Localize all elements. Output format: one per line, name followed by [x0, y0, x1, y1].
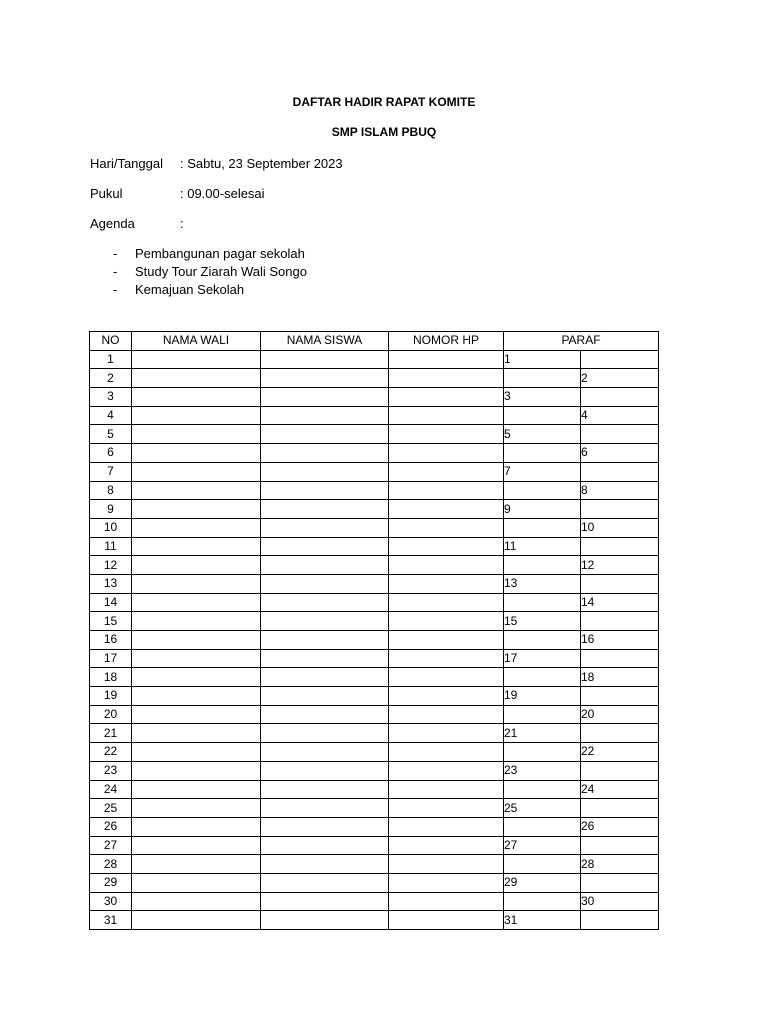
agenda-item — [113, 263, 307, 281]
cell-paraf-right — [581, 574, 659, 593]
cell-nama-wali — [132, 462, 261, 481]
cell-nomor-hp — [389, 612, 504, 631]
table-row — [90, 836, 659, 855]
bullet-dash: - — [113, 264, 118, 279]
cell-nomor-hp — [389, 574, 504, 593]
info-row-agenda — [90, 216, 184, 231]
cell-paraf-right: 28 — [581, 855, 659, 874]
cell-paraf-left — [504, 518, 581, 537]
cell-no: 27 — [90, 836, 132, 855]
cell-no: 23 — [90, 761, 132, 780]
table-row — [90, 406, 659, 425]
cell-nomor-hp — [389, 799, 504, 818]
header-nama-wali: NAMA WALI — [132, 332, 261, 351]
cell-paraf-left — [504, 668, 581, 687]
cell-no: 24 — [90, 780, 132, 799]
cell-nama-siswa — [261, 911, 389, 930]
cell-no: 9 — [90, 500, 132, 519]
info-row-time — [90, 186, 265, 201]
cell-nama-wali — [132, 836, 261, 855]
cell-paraf-right — [581, 500, 659, 519]
cell-nomor-hp — [389, 836, 504, 855]
cell-nama-siswa — [261, 687, 389, 706]
cell-paraf-left: 11 — [504, 537, 581, 556]
cell-no: 17 — [90, 649, 132, 668]
cell-nama-wali — [132, 593, 261, 612]
cell-nomor-hp — [389, 892, 504, 911]
cell-paraf-right: 30 — [581, 892, 659, 911]
cell-nomor-hp — [389, 911, 504, 930]
cell-nomor-hp — [389, 481, 504, 500]
cell-paraf-right — [581, 873, 659, 892]
cell-no: 8 — [90, 481, 132, 500]
cell-paraf-right: 26 — [581, 817, 659, 836]
cell-nama-wali — [132, 518, 261, 537]
cell-nama-wali — [132, 388, 261, 407]
cell-no: 31 — [90, 911, 132, 930]
cell-nama-siswa — [261, 705, 389, 724]
cell-paraf-left — [504, 743, 581, 762]
cell-no: 30 — [90, 892, 132, 911]
cell-nama-wali — [132, 724, 261, 743]
cell-paraf-left: 19 — [504, 687, 581, 706]
cell-nomor-hp — [389, 500, 504, 519]
table-row — [90, 631, 659, 650]
table-row — [90, 649, 659, 668]
cell-paraf-right: 2 — [581, 369, 659, 388]
cell-nama-wali — [132, 911, 261, 930]
agenda-list — [113, 245, 307, 299]
cell-paraf-right — [581, 462, 659, 481]
cell-paraf-right: 4 — [581, 406, 659, 425]
cell-nama-siswa — [261, 799, 389, 818]
cell-no: 15 — [90, 612, 132, 631]
cell-paraf-right: 6 — [581, 444, 659, 463]
cell-nama-siswa — [261, 556, 389, 575]
cell-paraf-left: 29 — [504, 873, 581, 892]
cell-paraf-right — [581, 761, 659, 780]
cell-paraf-right: 14 — [581, 593, 659, 612]
table-row — [90, 799, 659, 818]
cell-nomor-hp — [389, 518, 504, 537]
cell-paraf-right — [581, 911, 659, 930]
table-row — [90, 369, 659, 388]
cell-nama-siswa — [261, 855, 389, 874]
cell-nomor-hp — [389, 817, 504, 836]
cell-no: 29 — [90, 873, 132, 892]
cell-paraf-left: 1 — [504, 350, 581, 369]
cell-paraf-left — [504, 631, 581, 650]
cell-nama-siswa — [261, 518, 389, 537]
cell-nomor-hp — [389, 444, 504, 463]
cell-nomor-hp — [389, 873, 504, 892]
agenda-text: Pembangunan pagar sekolah — [135, 246, 305, 261]
cell-paraf-right — [581, 687, 659, 706]
cell-nomor-hp — [389, 388, 504, 407]
cell-paraf-left: 21 — [504, 724, 581, 743]
cell-paraf-left: 7 — [504, 462, 581, 481]
cell-paraf-left: 27 — [504, 836, 581, 855]
cell-paraf-left: 17 — [504, 649, 581, 668]
cell-nama-siswa — [261, 481, 389, 500]
table-row — [90, 444, 659, 463]
cell-nomor-hp — [389, 724, 504, 743]
info-row-date — [90, 156, 343, 171]
header-paraf: PARAF — [504, 332, 659, 351]
cell-no: 3 — [90, 388, 132, 407]
attendance-table — [89, 331, 659, 930]
table-row — [90, 425, 659, 444]
cell-paraf-left: 31 — [504, 911, 581, 930]
cell-nama-wali — [132, 855, 261, 874]
bullet-dash: - — [113, 282, 118, 297]
table-row — [90, 574, 659, 593]
cell-nama-wali — [132, 500, 261, 519]
cell-nama-wali — [132, 743, 261, 762]
cell-paraf-right: 12 — [581, 556, 659, 575]
cell-nomor-hp — [389, 537, 504, 556]
cell-nomor-hp — [389, 780, 504, 799]
table-row — [90, 892, 659, 911]
cell-paraf-left — [504, 593, 581, 612]
table-row — [90, 743, 659, 762]
cell-no: 7 — [90, 462, 132, 481]
cell-nama-wali — [132, 444, 261, 463]
cell-nama-wali — [132, 631, 261, 650]
cell-paraf-right: 10 — [581, 518, 659, 537]
header-no: NO — [90, 332, 132, 351]
cell-paraf-left — [504, 481, 581, 500]
cell-paraf-left: 5 — [504, 425, 581, 444]
cell-nomor-hp — [389, 649, 504, 668]
cell-no: 13 — [90, 574, 132, 593]
cell-nama-siswa — [261, 462, 389, 481]
cell-paraf-right — [581, 350, 659, 369]
cell-no: 21 — [90, 724, 132, 743]
cell-paraf-left — [504, 556, 581, 575]
cell-nama-siswa — [261, 668, 389, 687]
cell-nama-siswa — [261, 817, 389, 836]
cell-paraf-right: 22 — [581, 743, 659, 762]
table-row — [90, 761, 659, 780]
cell-nama-wali — [132, 406, 261, 425]
cell-paraf-left: 25 — [504, 799, 581, 818]
cell-nama-siswa — [261, 444, 389, 463]
cell-nama-wali — [132, 687, 261, 706]
cell-no: 22 — [90, 743, 132, 762]
cell-paraf-right — [581, 612, 659, 631]
cell-nama-siswa — [261, 612, 389, 631]
cell-no: 28 — [90, 855, 132, 874]
cell-nama-wali — [132, 612, 261, 631]
cell-paraf-right — [581, 425, 659, 444]
cell-nama-wali — [132, 369, 261, 388]
cell-nomor-hp — [389, 350, 504, 369]
table-row — [90, 462, 659, 481]
cell-no: 4 — [90, 406, 132, 425]
cell-nomor-hp — [389, 687, 504, 706]
cell-nama-wali — [132, 873, 261, 892]
table-row — [90, 350, 659, 369]
cell-nama-siswa — [261, 350, 389, 369]
agenda-text: Kemajuan Sekolah — [135, 282, 245, 297]
cell-paraf-right — [581, 799, 659, 818]
cell-nama-wali — [132, 705, 261, 724]
cell-nama-siswa — [261, 425, 389, 444]
cell-paraf-left — [504, 705, 581, 724]
cell-nomor-hp — [389, 631, 504, 650]
cell-nomor-hp — [389, 705, 504, 724]
cell-nomor-hp — [389, 462, 504, 481]
info-value: : 09.00-selesai — [180, 186, 265, 201]
cell-nama-siswa — [261, 761, 389, 780]
cell-nama-siswa — [261, 724, 389, 743]
cell-nama-siswa — [261, 500, 389, 519]
cell-nama-siswa — [261, 743, 389, 762]
cell-paraf-left — [504, 892, 581, 911]
cell-paraf-left — [504, 855, 581, 874]
cell-paraf-right — [581, 537, 659, 556]
cell-nama-siswa — [261, 892, 389, 911]
table-row — [90, 873, 659, 892]
table-row — [90, 537, 659, 556]
cell-nama-wali — [132, 668, 261, 687]
cell-no: 25 — [90, 799, 132, 818]
cell-nama-wali — [132, 574, 261, 593]
cell-nomor-hp — [389, 593, 504, 612]
cell-no: 14 — [90, 593, 132, 612]
cell-paraf-right — [581, 388, 659, 407]
cell-nomor-hp — [389, 761, 504, 780]
cell-nama-wali — [132, 780, 261, 799]
cell-nama-siswa — [261, 873, 389, 892]
cell-no: 5 — [90, 425, 132, 444]
cell-nama-siswa — [261, 649, 389, 668]
cell-no: 20 — [90, 705, 132, 724]
cell-paraf-right: 24 — [581, 780, 659, 799]
cell-nomor-hp — [389, 425, 504, 444]
info-label: Agenda — [90, 216, 135, 231]
agenda-item — [113, 245, 307, 263]
cell-nama-siswa — [261, 537, 389, 556]
cell-nama-siswa — [261, 780, 389, 799]
cell-paraf-right: 8 — [581, 481, 659, 500]
cell-nomor-hp — [389, 369, 504, 388]
cell-paraf-left: 9 — [504, 500, 581, 519]
cell-no: 18 — [90, 668, 132, 687]
table-row — [90, 855, 659, 874]
table-row — [90, 556, 659, 575]
cell-paraf-left — [504, 817, 581, 836]
cell-paraf-right: 16 — [581, 631, 659, 650]
cell-nama-wali — [132, 481, 261, 500]
table-row — [90, 518, 659, 537]
table-row — [90, 705, 659, 724]
cell-paraf-left: 23 — [504, 761, 581, 780]
cell-nomor-hp — [389, 855, 504, 874]
cell-no: 1 — [90, 350, 132, 369]
table-row — [90, 687, 659, 706]
cell-nama-siswa — [261, 574, 389, 593]
table-row — [90, 817, 659, 836]
cell-no: 11 — [90, 537, 132, 556]
cell-paraf-left: 13 — [504, 574, 581, 593]
cell-nomor-hp — [389, 743, 504, 762]
table-row — [90, 911, 659, 930]
cell-paraf-right: 18 — [581, 668, 659, 687]
cell-nama-wali — [132, 799, 261, 818]
cell-paraf-left — [504, 369, 581, 388]
agenda-text: Study Tour Ziarah Wali Songo — [135, 264, 307, 279]
cell-paraf-left — [504, 444, 581, 463]
cell-nama-siswa — [261, 369, 389, 388]
cell-no: 16 — [90, 631, 132, 650]
table-row — [90, 612, 659, 631]
table-row — [90, 500, 659, 519]
cell-nama-wali — [132, 761, 261, 780]
cell-paraf-left — [504, 406, 581, 425]
bullet-dash: - — [113, 246, 118, 261]
cell-nama-wali — [132, 892, 261, 911]
info-value: : — [180, 216, 184, 231]
cell-no: 2 — [90, 369, 132, 388]
cell-paraf-left: 15 — [504, 612, 581, 631]
cell-nomor-hp — [389, 668, 504, 687]
cell-nama-siswa — [261, 836, 389, 855]
school-name: SMP ISLAM PBUQ — [331, 125, 437, 139]
cell-paraf-right: 20 — [581, 705, 659, 724]
table-row — [90, 388, 659, 407]
cell-nomor-hp — [389, 406, 504, 425]
cell-nama-wali — [132, 350, 261, 369]
cell-no: 19 — [90, 687, 132, 706]
cell-nama-wali — [132, 537, 261, 556]
cell-paraf-right — [581, 649, 659, 668]
cell-nama-siswa — [261, 406, 389, 425]
table-row — [90, 481, 659, 500]
cell-nama-siswa — [261, 593, 389, 612]
cell-nama-wali — [132, 556, 261, 575]
cell-paraf-right — [581, 724, 659, 743]
document-title: DAFTAR HADIR RAPAT KOMITE — [292, 95, 476, 109]
cell-nama-wali — [132, 649, 261, 668]
cell-paraf-left — [504, 780, 581, 799]
table-row — [90, 668, 659, 687]
cell-nomor-hp — [389, 556, 504, 575]
cell-nama-siswa — [261, 388, 389, 407]
cell-no: 12 — [90, 556, 132, 575]
info-label: Hari/Tanggal — [90, 156, 163, 171]
header-nomor-hp: NOMOR HP — [389, 332, 504, 351]
cell-nama-wali — [132, 425, 261, 444]
info-value: : Sabtu, 23 September 2023 — [180, 156, 343, 171]
cell-no: 6 — [90, 444, 132, 463]
cell-no: 26 — [90, 817, 132, 836]
cell-no: 10 — [90, 518, 132, 537]
cell-nama-wali — [132, 817, 261, 836]
cell-paraf-left: 3 — [504, 388, 581, 407]
cell-paraf-right — [581, 836, 659, 855]
info-label: Pukul — [90, 186, 123, 201]
table-row — [90, 780, 659, 799]
table-row — [90, 593, 659, 612]
table-row — [90, 724, 659, 743]
cell-nama-siswa — [261, 631, 389, 650]
header-nama-siswa: NAMA SISWA — [261, 332, 389, 351]
table-header-row — [90, 332, 659, 351]
agenda-item — [113, 281, 307, 299]
